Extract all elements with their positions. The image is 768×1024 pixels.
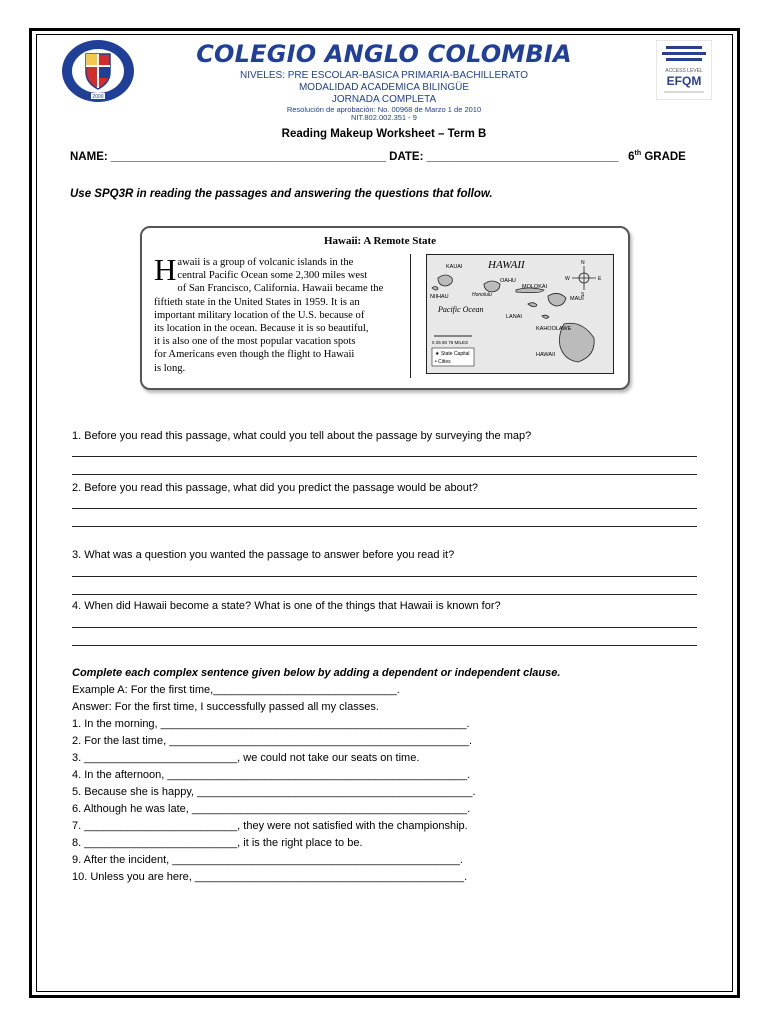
passage-line: it is also one of the most popular vacation spots <box>154 336 356 348</box>
complex-item-5[interactable]: 5. Because she is happy, _____________________________________________. <box>72 786 476 798</box>
passage-title: Hawaii: A Remote State <box>323 235 437 247</box>
efqm-logo <box>656 40 712 100</box>
answer-line[interactable] <box>72 508 697 509</box>
instruction-text: Use SPQ3R in reading the passages and answering the questions that follow. <box>70 188 493 200</box>
answer-line[interactable] <box>72 526 697 527</box>
complex-item-4[interactable]: 4. In the afternoon, _________________________________________________. <box>72 769 471 781</box>
svg-text:E: E <box>598 276 602 282</box>
svg-text:★ State Capital: ★ State Capital <box>435 351 470 357</box>
passage-line: for Americans even though the flight to Hawaii <box>154 349 355 361</box>
worksheet-title: Reading Makeup Worksheet – Term B <box>281 128 487 140</box>
map-label-maui: MAUI <box>570 296 584 302</box>
complex-item-2[interactable]: 2. For the last time, _________________________________________________. <box>72 735 473 747</box>
question-3: 3. What was a question you wanted the passage to answer before you read it? <box>72 549 455 561</box>
passage-text <box>154 252 404 375</box>
school-name: COLEGIO ANGLO COLOMBIA <box>196 40 572 68</box>
map-label-kauai: KAUAI <box>446 264 463 270</box>
map-label-oahu: OAHU <box>500 278 516 284</box>
grade-superscript: th <box>634 150 642 157</box>
name-date-grade-line <box>70 150 700 163</box>
map-ocean-label: Pacific Ocean <box>438 305 484 314</box>
complex-item-8[interactable]: 8. _________________________, it is the right place to be. <box>72 837 363 849</box>
complex-example: Example A: For the first time,______________________________. <box>72 684 400 696</box>
question-2: 2. Before you read this passage, what did you predict the passage would be about? <box>72 482 479 494</box>
answer-line[interactable] <box>72 576 697 577</box>
school-nit: NIT.802.002.351 - 9 <box>351 113 417 122</box>
map-label-lanai: LANAI <box>506 314 522 320</box>
map-title: HAWAII <box>488 259 525 271</box>
date-blank[interactable]: ______________________________ <box>426 150 619 163</box>
complex-item-1[interactable]: 1. In the morning, __________________________________________________. <box>72 718 470 730</box>
passage-line: its location in the ocean. Because it is so beautiful, <box>154 323 369 335</box>
answer-line[interactable] <box>72 474 697 475</box>
svg-text:S: S <box>581 292 585 298</box>
complex-item-7[interactable]: 7. _________________________, they were not satisfied with the championship. <box>72 820 468 832</box>
efqm-brand: EFQM <box>666 74 702 88</box>
island-kauai <box>438 275 452 286</box>
complex-answer: Answer: For the first time, I successfully passed all my classes. <box>72 701 379 713</box>
complex-item-9[interactable]: 9. After the incident, _______________________________________________. <box>72 854 463 866</box>
school-levels: NIVELES: PRE ESCOLAR-BASICA PRIMARIA-BACHILLERATO <box>239 70 529 81</box>
passage-line: fiftieth state in the United States in 1959. It is an <box>154 296 360 308</box>
date-label: DATE: <box>389 150 424 163</box>
question-4: 4. When did Hawaii become a state? What is one of the things that Hawaii is known for? <box>72 600 501 612</box>
svg-text:W: W <box>565 276 570 282</box>
school-modality: MODALIDAD ACADEMICA BILINGÜE <box>298 82 470 93</box>
hawaii-map <box>426 254 614 374</box>
map-label-niihau: NIIHAU <box>430 294 449 300</box>
answer-line[interactable] <box>72 627 697 628</box>
passage-divider <box>410 254 411 378</box>
passage-line: is long. <box>154 362 186 374</box>
answer-line[interactable] <box>72 456 697 457</box>
map-label-molokai: MOLOKAI <box>522 284 548 290</box>
school-resolution: Resolución de aprobación: No. 00968 de Marzo 1 de 2010 <box>286 105 482 114</box>
name-label: NAME: <box>70 150 108 163</box>
crest-year: 2000 <box>92 94 104 100</box>
answer-line[interactable] <box>72 594 697 595</box>
svg-text:N: N <box>581 260 585 266</box>
passage-line: important military location of the U.S. because of <box>154 309 365 321</box>
island-oahu <box>484 281 500 292</box>
answer-line[interactable] <box>72 645 697 646</box>
passage-line: of San Francisco, California. Hawaii became the <box>177 283 384 295</box>
passage-line: awaii is a group of volcanic islands in the <box>177 257 354 268</box>
grade-label: GRADE <box>644 150 686 163</box>
passage-line: central Pacific Ocean some 2,300 miles west <box>177 270 368 282</box>
complex-item-6[interactable]: 6. Although he was late, _____________________________________________. <box>72 803 471 815</box>
map-label-honolulu: Honolulu <box>472 292 492 298</box>
complex-item-10[interactable]: 10. Unless you are here, ____________________________________________. <box>72 871 468 883</box>
school-schedule: JORNADA COMPLETA <box>331 94 437 105</box>
passage-dropcap: H <box>154 252 177 287</box>
question-1: 1. Before you read this passage, what could you tell about the passage by surveying the map? <box>72 430 532 442</box>
name-blank[interactable]: ___________________________________________ <box>110 150 386 163</box>
complex-instruction: Complete each complex sentence given below by adding a dependent or independent clause. <box>72 667 561 679</box>
grade-number: 6 <box>628 150 635 163</box>
complex-item-3[interactable]: 3. _________________________, we could not take our seats on time. <box>72 752 420 764</box>
school-crest-logo <box>60 38 136 104</box>
efqm-top-text: ACCESS LEVEL <box>665 68 703 74</box>
svg-text:• Cities: • Cities <box>435 359 451 365</box>
map-scale: 0 25 50 75 MILES <box>432 340 469 345</box>
map-label-kahoolawe: KAHOOLAWE <box>536 326 572 332</box>
map-label-hawaii: HAWAII <box>536 352 556 358</box>
